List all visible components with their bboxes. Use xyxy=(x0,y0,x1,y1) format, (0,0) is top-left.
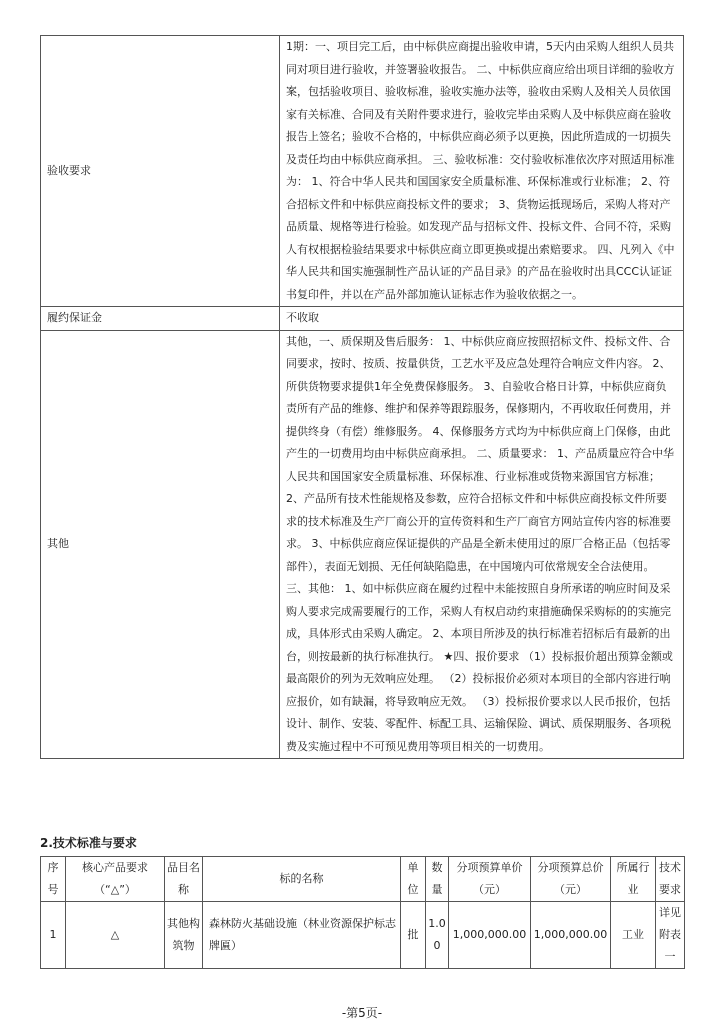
header-item: 品目名称 xyxy=(165,857,203,902)
requirement-row-deposit xyxy=(41,307,684,331)
requirement-label: 履约保证金 xyxy=(41,307,280,331)
requirement-content: 不收取 xyxy=(280,307,684,331)
table-row xyxy=(41,902,685,969)
cell-qty: 1.00 xyxy=(426,902,449,969)
header-unit-budget: 分项预算单价（元） xyxy=(449,857,531,902)
section-title: 2.技术标准与要求 xyxy=(40,836,137,850)
requirement-content: 其他，一、质保期及售后服务： 1、中标供应商应按照招标文件、投标文件、合同要求，按时、按质、按量供货，工艺水平及应急处理符合响应文件内容。 2、所供货物要求提供1年全免费保修服务。 3、自验收合格日计算，中标供应商负责所有产品的维修、维护和保养等跟踪服务，保修期内，不再收取任何费用，并提供终身（有偿）维修服务。 4、保修服务方式均为中标供应商上门保修，由此产生的一切费用均由中标供应商承担。 二、质量要求： 1、产品质量应符合中华人民共和国国家安全质量标准、环保标准、行业标准或货物来源国官方标准； 2、产品所有技术性能规格及参数，应符合招标文件和中标供应商投标文件所要求的技术标准及生产厂商公开的宣传资料和生产厂商官方网站宣传内容的标准要求。 3、中标供应商应保证提供的产品是全新未使用过的原厂合格正品（包括零部件），表面无划损、无任何缺陷隐患，在中国境内可依常规安全合法使用。 三、其他： 1、如中标供应商在履约过程中未能按照自身所承诺的响应时间及采购人要求完成需要履行的工作，采购人有权启动约束措施确保采购标的的实施完成，具体形式由采购人确定。 2、本项目所涉及的执行标准若招标后有最新的出台，则按最新的执行标准执行。 ★四、报价要求 （1）投标报价超出预算金额或最高限价的列为无效响应处理。 （2）投标报价必须对本项目的全部内容进行响应报价，如有缺漏，将导致响应无效。 （3）投标报价要求以人民币报价，包括设计、制作、安装、零配件、标配工具、运输保险、调试、质保期服务、各项税费及实施过程中不可预见费用等项目相关的一切费用。 xyxy=(280,330,684,759)
header-seq: 序号 xyxy=(41,857,66,902)
header-unit: 单位 xyxy=(401,857,426,902)
cell-industry: 工业 xyxy=(611,902,656,969)
header-tech-req: 技术要求 xyxy=(656,857,685,902)
header-total-budget: 分项预算总价（元） xyxy=(531,857,611,902)
requirement-row-other xyxy=(41,330,684,759)
cell-tech-req: 详见附表一 xyxy=(656,902,685,969)
header-core: 核心产品要求（“△”） xyxy=(66,857,165,902)
cell-name: 森林防火基础设施（林业资源保护标志牌匾） xyxy=(203,902,401,969)
page-number: -第5页- xyxy=(341,1006,383,1020)
cell-core: △ xyxy=(66,902,165,969)
tech-standards-table xyxy=(40,856,685,969)
requirements-table xyxy=(40,35,684,759)
header-qty: 数量 xyxy=(426,857,449,902)
header-industry: 所属行业 xyxy=(611,857,656,902)
requirement-label: 验收要求 xyxy=(41,36,280,307)
cell-unit: 批 xyxy=(401,902,426,969)
requirement-label: 其他 xyxy=(41,330,280,759)
cell-total-budget: 1,000,000.00 xyxy=(531,902,611,969)
header-name: 标的名称 xyxy=(203,857,401,902)
cell-unit-budget: 1,000,000.00 xyxy=(449,902,531,969)
table-header-row xyxy=(41,857,685,902)
cell-item: 其他构筑物 xyxy=(165,902,203,969)
cell-seq: 1 xyxy=(41,902,66,969)
requirement-content: 1期：一、项目完工后，由中标供应商提出验收申请，5天内由采购人组织人员共同对项目进行验收，并签署验收报告。 二、中标供应商应给出项目详细的验收方案，包括验收项目、验收标准，验收实施办法等，验收由采购人及相关人员依国家有关标准、合同及有关附件要求进行，验收完毕由采购人及中标供应商在验收报告上签名；验收不合格的，中标供应商必须予以更换，因此所造成的一切损失及责任均由中标供应商承担。 三、验收标准：交付验收标准依次序对照适用标准为： 1、符合中华人民共和国国家安全质量标准、环保标准或行业标准； 2、符合招标文件和中标供应商投标文件的要求； 3、货物运抵现场后，采购人将对产品质量、规格等进行检验。如发现产品与招标文件、投标文件、合同不符，采购人有权根据检验结果要求中标供应商立即更换或提出索赔要求。 四、凡列入《中华人民共和国实施强制性产品认证的产品目录》的产品在验收时出具CCC认证证书复印件，并以在产品外部加施认证标志作为验收依据之一。 xyxy=(280,36,684,307)
requirement-row-acceptance xyxy=(41,36,684,307)
